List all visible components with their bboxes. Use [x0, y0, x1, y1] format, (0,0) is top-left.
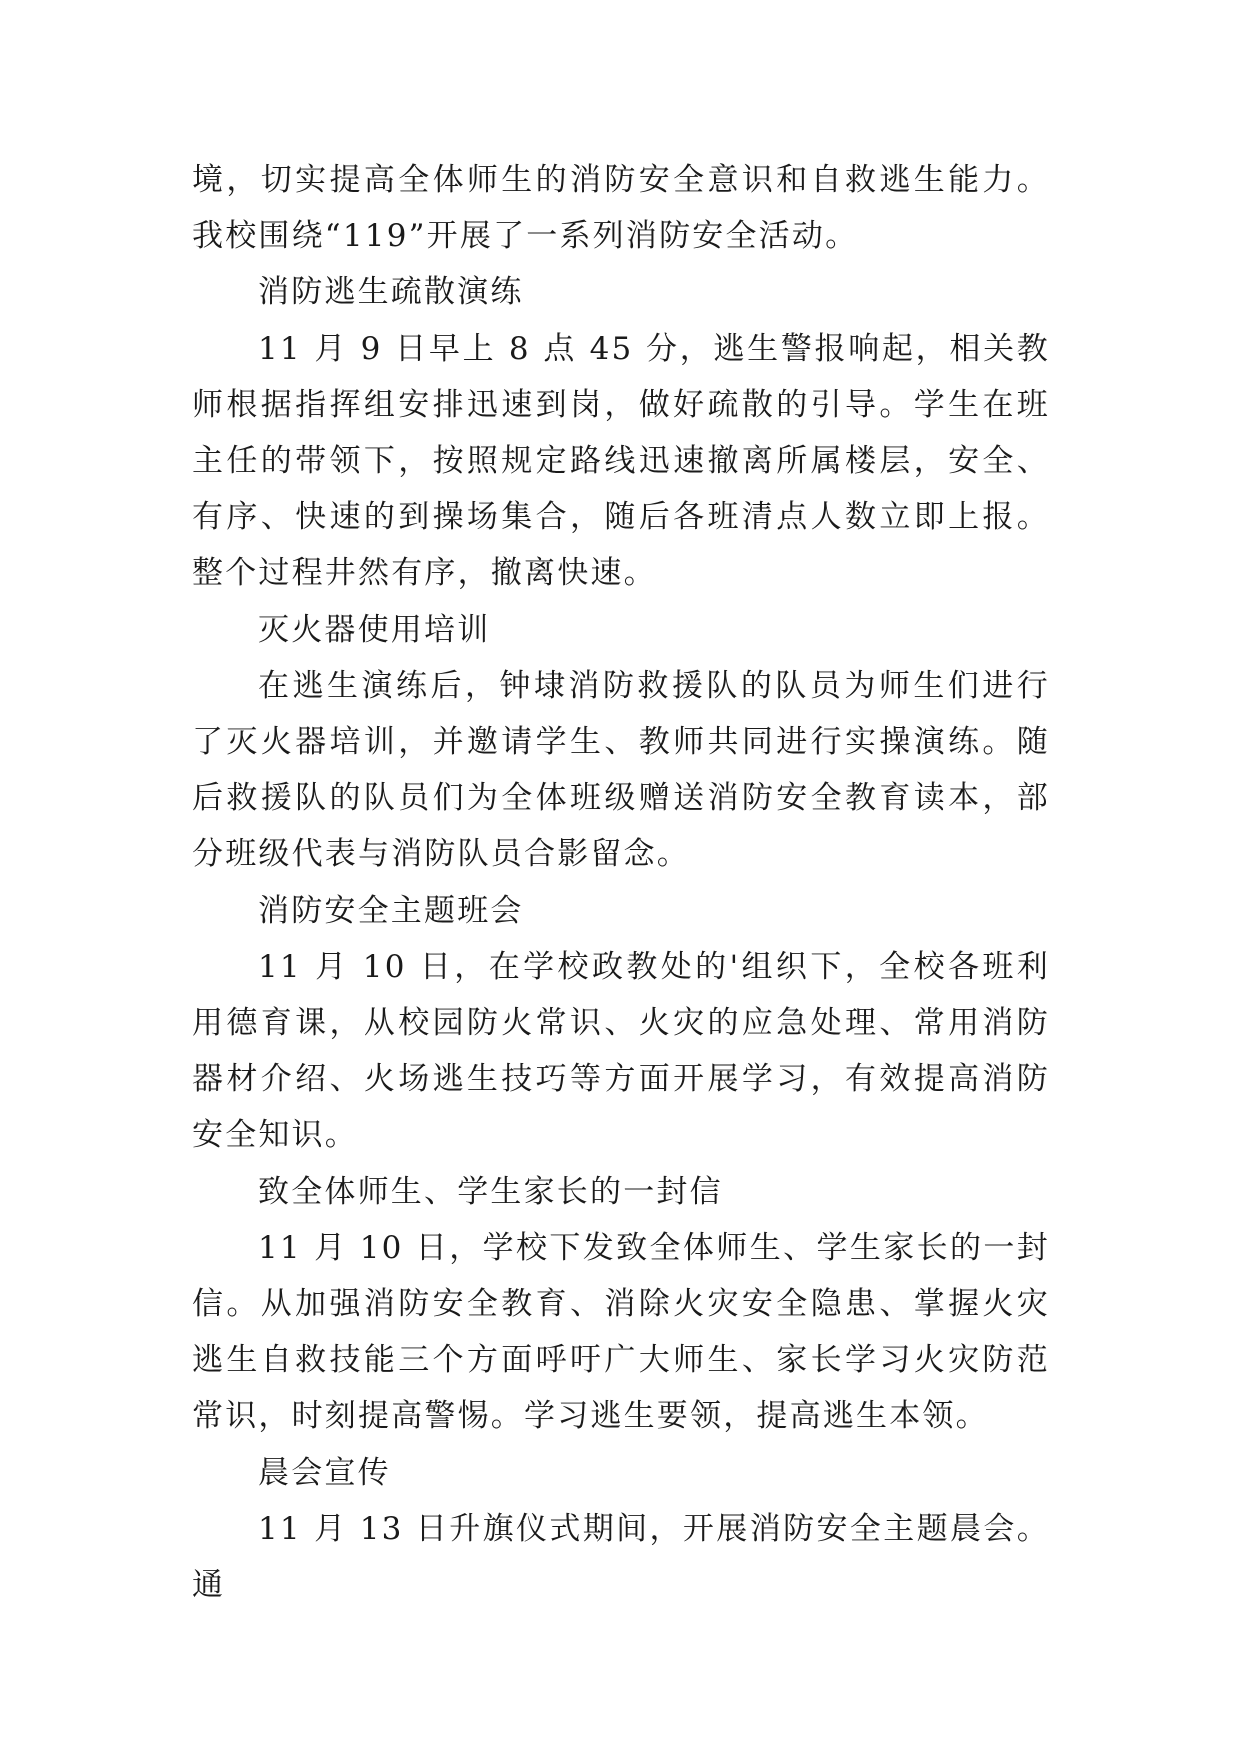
section-heading-evacuation-drill: 消防逃生疏散演练: [258, 274, 524, 311]
section-heading-class-meeting: 消防安全主题班会: [258, 892, 524, 929]
document-body: [192, 152, 1050, 1613]
paragraph-class-meeting: 11 月 10 日，在学校政教处的'组织下，全校各班利用德育课，从校园防火常识、火灾的应急处理、常用消防器材介绍、火场逃生技巧等方面开展学习，有效提高消防安全知识。: [192, 948, 1050, 1154]
paragraph-evacuation-drill: 11 月 9 日早上 8 点 45 分，逃生警报响起，相关教师根据指挥组安排迅速到岗，做好疏散的引导。学生在班主任的带领下，按照规定路线迅速撤离所属楼层，安全、有序、快速的到操场集合，随后各班清点人数立即上报。整个过程井然有序，撤离快速。: [192, 330, 1050, 592]
paragraph-letter: 11 月 10 日，学校下发致全体师生、学生家长的一封信。从加强消防安全教育、消除火灾安全隐患、掌握火灾逃生自救技能三个方面呼吁广大师生、家长学习火灾防范常识，时刻提高警惕。学习逃生要领，提高逃生本领。: [192, 1229, 1050, 1435]
section-heading-extinguisher-training: 灭火器使用培训: [258, 611, 491, 648]
paragraph-intro-continuation: 境，切实提高全体师生的消防安全意识和自救逃生能力。我校围绕“119”开展了一系列消防安全活动。: [192, 162, 1050, 255]
section-heading-morning-assembly: 晨会宣传: [258, 1454, 391, 1491]
section-heading-letter: 致全体师生、学生家长的一封信: [258, 1173, 723, 1210]
paragraph-extinguisher-training: 在逃生演练后，钟埭消防救援队的队员为师生们进行了灭火器培训，并邀请学生、教师共同进行实操演练。随后救援队的队员们为全体班级赠送消防安全教育读本，部分班级代表与消防队员合影留念。: [192, 667, 1050, 873]
paragraph-morning-assembly: 11 月 13 日升旗仪式期间，开展消防安全主题晨会。通: [192, 1510, 1050, 1604]
